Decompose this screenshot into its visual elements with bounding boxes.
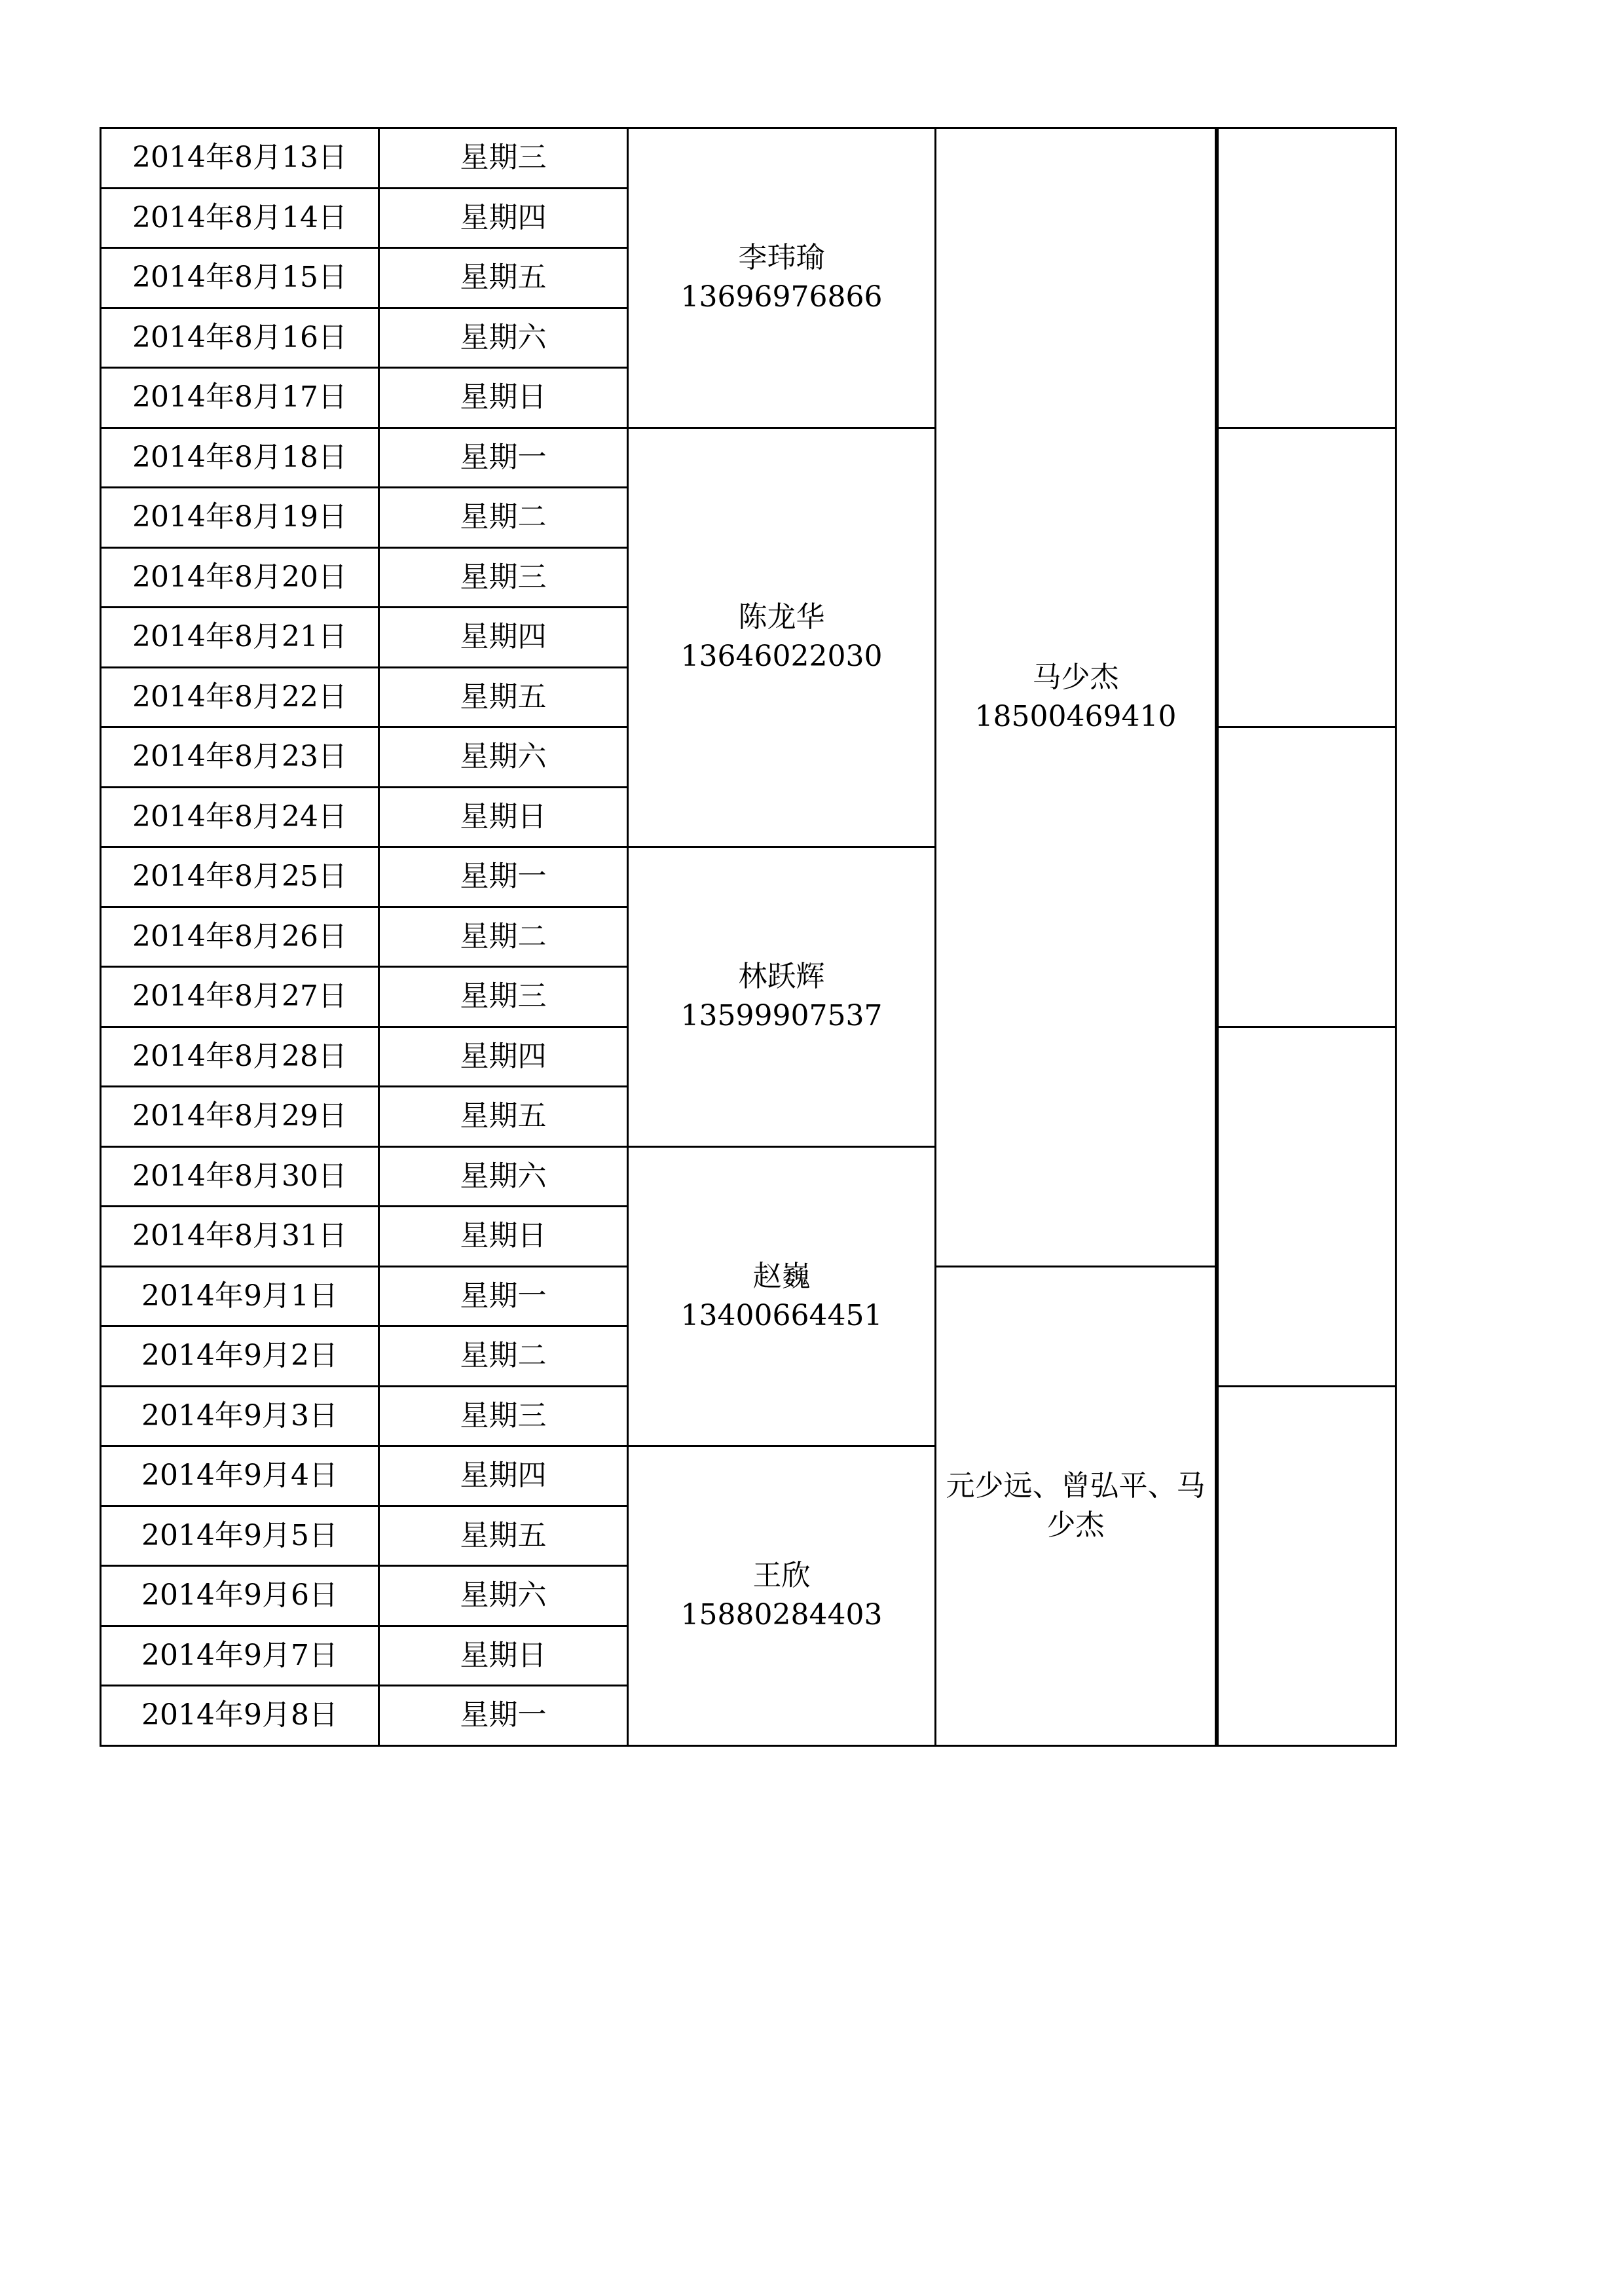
duty-officer-phone: 13696976866 (680, 280, 883, 314)
date-cell: 2014年8月30日 (101, 1146, 379, 1207)
duty-officer-name: 王欣 (752, 1559, 811, 1593)
leader-name: 马少杰 (1032, 660, 1119, 694)
weekday-cell: 星期四 (379, 188, 628, 248)
weekday-cell: 星期五 (379, 248, 628, 308)
duty-officer-cell (628, 847, 936, 1147)
date-cell: 2014年8月14日 (101, 188, 379, 248)
leader-cell (936, 128, 1216, 1267)
extra-cell (1218, 1027, 1396, 1386)
date-cell: 2014年8月13日 (101, 128, 379, 189)
duty-officer-cell (628, 128, 936, 428)
date-cell: 2014年9月8日 (101, 1686, 379, 1746)
weekday-cell: 星期六 (379, 1146, 628, 1207)
extra-cell (1218, 1386, 1396, 1745)
duty-officer-cell (628, 1446, 936, 1746)
weekday-cell: 星期一 (379, 1266, 628, 1326)
date-cell: 2014年8月19日 (101, 488, 379, 548)
duty-officer-cell (628, 428, 936, 847)
date-cell: 2014年9月4日 (101, 1446, 379, 1506)
weekday-cell: 星期六 (379, 1566, 628, 1626)
date-cell: 2014年8月26日 (101, 907, 379, 967)
leader-cell (936, 1266, 1216, 1745)
table-row (101, 128, 1396, 189)
weekday-cell: 星期日 (379, 787, 628, 847)
weekday-cell: 星期四 (379, 1027, 628, 1087)
duty-officer-name: 赵巍 (752, 1259, 811, 1293)
date-cell: 2014年8月24日 (101, 787, 379, 847)
date-cell: 2014年8月25日 (101, 847, 379, 907)
date-cell: 2014年9月5日 (101, 1506, 379, 1566)
date-cell: 2014年8月23日 (101, 727, 379, 788)
extra-cell (1218, 727, 1396, 1027)
duty-officer-name: 陈龙华 (738, 600, 825, 634)
extra-cell (1218, 128, 1396, 428)
date-cell: 2014年8月31日 (101, 1207, 379, 1267)
leader-phone: 18500469410 (974, 699, 1177, 733)
extra-cell (1218, 428, 1396, 727)
date-cell: 2014年9月2日 (101, 1326, 379, 1387)
date-cell: 2014年8月16日 (101, 308, 379, 368)
date-cell: 2014年9月7日 (101, 1626, 379, 1686)
weekday-cell: 星期六 (379, 308, 628, 368)
weekday-cell: 星期六 (379, 727, 628, 788)
duty-officer-phone: 13400664451 (680, 1298, 883, 1332)
date-cell: 2014年8月22日 (101, 667, 379, 727)
weekday-cell: 星期三 (379, 1386, 628, 1446)
date-cell: 2014年9月6日 (101, 1566, 379, 1626)
date-cell: 2014年9月3日 (101, 1386, 379, 1446)
duty-officer-phone: 13646022030 (680, 640, 883, 674)
duty-officer-phone: 15880284403 (680, 1598, 883, 1632)
date-cell: 2014年8月20日 (101, 547, 379, 608)
date-cell: 2014年8月18日 (101, 428, 379, 488)
weekday-cell: 星期五 (379, 667, 628, 727)
duty-officer-name: 李玮瑜 (738, 241, 825, 275)
weekday-cell: 星期一 (379, 847, 628, 907)
weekday-cell: 星期二 (379, 907, 628, 967)
weekday-cell: 星期日 (379, 1207, 628, 1267)
weekday-cell: 星期一 (379, 428, 628, 488)
weekday-cell: 星期五 (379, 1087, 628, 1147)
duty-officer-cell (628, 1146, 936, 1446)
weekday-cell: 星期五 (379, 1506, 628, 1566)
leader-names: 元少远、曾弘平、马少杰 (946, 1469, 1206, 1542)
weekday-cell: 星期三 (379, 128, 628, 189)
date-cell: 2014年8月29日 (101, 1087, 379, 1147)
date-cell: 2014年8月27日 (101, 967, 379, 1027)
duty-schedule-table (100, 127, 1397, 1747)
weekday-cell: 星期三 (379, 967, 628, 1027)
weekday-cell: 星期日 (379, 1626, 628, 1686)
weekday-cell: 星期日 (379, 368, 628, 428)
duty-officer-phone: 13599907537 (680, 999, 883, 1033)
date-cell: 2014年8月15日 (101, 248, 379, 308)
duty-officer-name: 林跃辉 (738, 960, 825, 994)
weekday-cell: 星期四 (379, 608, 628, 668)
weekday-cell: 星期二 (379, 1326, 628, 1387)
date-cell: 2014年8月17日 (101, 368, 379, 428)
weekday-cell: 星期二 (379, 488, 628, 548)
weekday-cell: 星期一 (379, 1686, 628, 1746)
date-cell: 2014年9月1日 (101, 1266, 379, 1326)
date-cell: 2014年8月28日 (101, 1027, 379, 1087)
weekday-cell: 星期三 (379, 547, 628, 608)
date-cell: 2014年8月21日 (101, 608, 379, 668)
weekday-cell: 星期四 (379, 1446, 628, 1506)
